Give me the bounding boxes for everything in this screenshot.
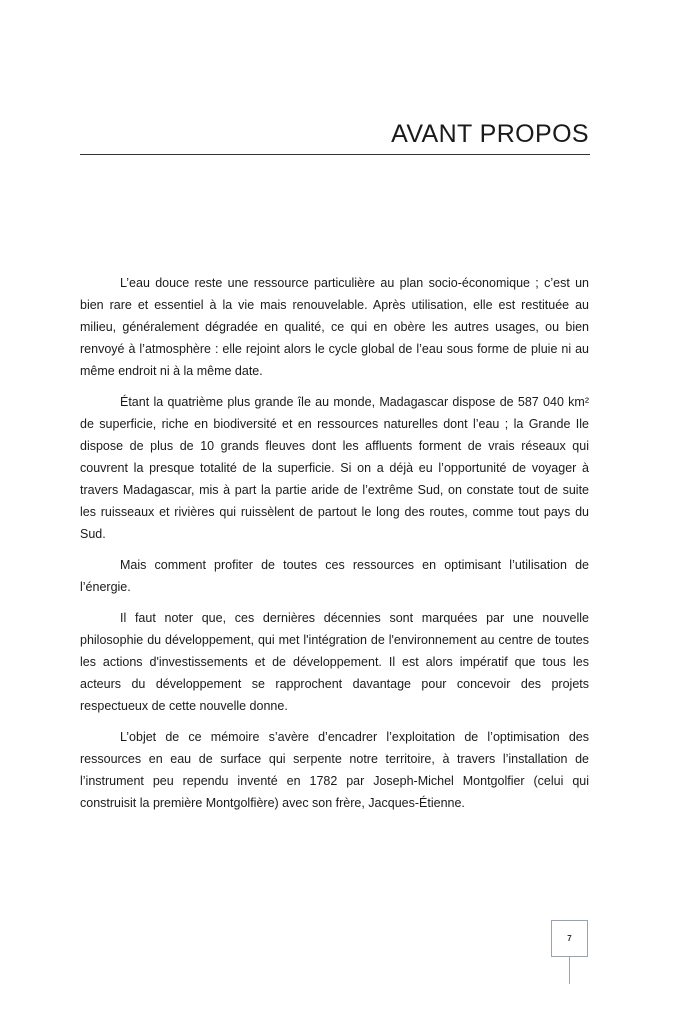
paragraph-5: L’objet de ce mémoire s’avère d’encadrer l’exploitation de l’optimisation des ressources en eau de surface qui serpente notre territoire, à travers l’installation de l’instrument peu rependu inventé en 1782 par Joseph-Michel Montgolfier (celui qui construisit la première Montgolfière) avec son frère, Jacques-Étienne. xyxy=(80,730,589,810)
page-number-box xyxy=(551,920,588,957)
paragraph-4: Il faut noter que, ces dernières décennies sont marquées par une nouvelle philosophie du développement, qui met l'intégration de l'environnement au centre de toutes les actions d'investissements et de développement. Il est alors impératif que tous les acteurs du développement se rapprochent davantage pour concevoir des projets respectueux de cette nouvelle donne. xyxy=(80,611,589,713)
paragraph-3: Mais comment profiter de toutes ces ressources en optimisant l’utilisation de l’énergie. xyxy=(80,558,589,594)
title-underline xyxy=(80,154,590,155)
paragraph-2: Étant la quatrième plus grande île au monde, Madagascar dispose de 587 040 km² de superficie, riche en biodiversité et en ressources naturelles dont l’eau ; la Grande Ile dispose de plus de 10 grands fleuves dont les affluents forment de vrais réseaux qui couvrent la presque totalité de la superficie. Si on a déjà eu l’opportunité de voyager à travers Madagascar, mis à part la partie aride de l’extrême Sud, on constate tout de suite les ruisseaux et rivières qui ruissèlent de partout le long des routes, comme tout pays du Sud. xyxy=(80,395,589,541)
page-number-stem xyxy=(569,957,570,984)
page-title: AVANT PROPOS xyxy=(391,120,589,148)
paragraph-1: L’eau douce reste une ressource particulière au plan socio-économique ; c’est un bien rare et essentiel à la vie mais renouvelable. Après utilisation, elle est restituée au milieu, généralement dégradée en qualité, ce qui en obère les autres usages, ou bien renvoyé à l’atmosphère : elle rejoint alors le cycle global de l’eau sous forme de pluie ni au même endroit ni à la même date. xyxy=(80,276,589,378)
body-text xyxy=(80,272,589,823)
page-number: 7 xyxy=(567,934,572,943)
